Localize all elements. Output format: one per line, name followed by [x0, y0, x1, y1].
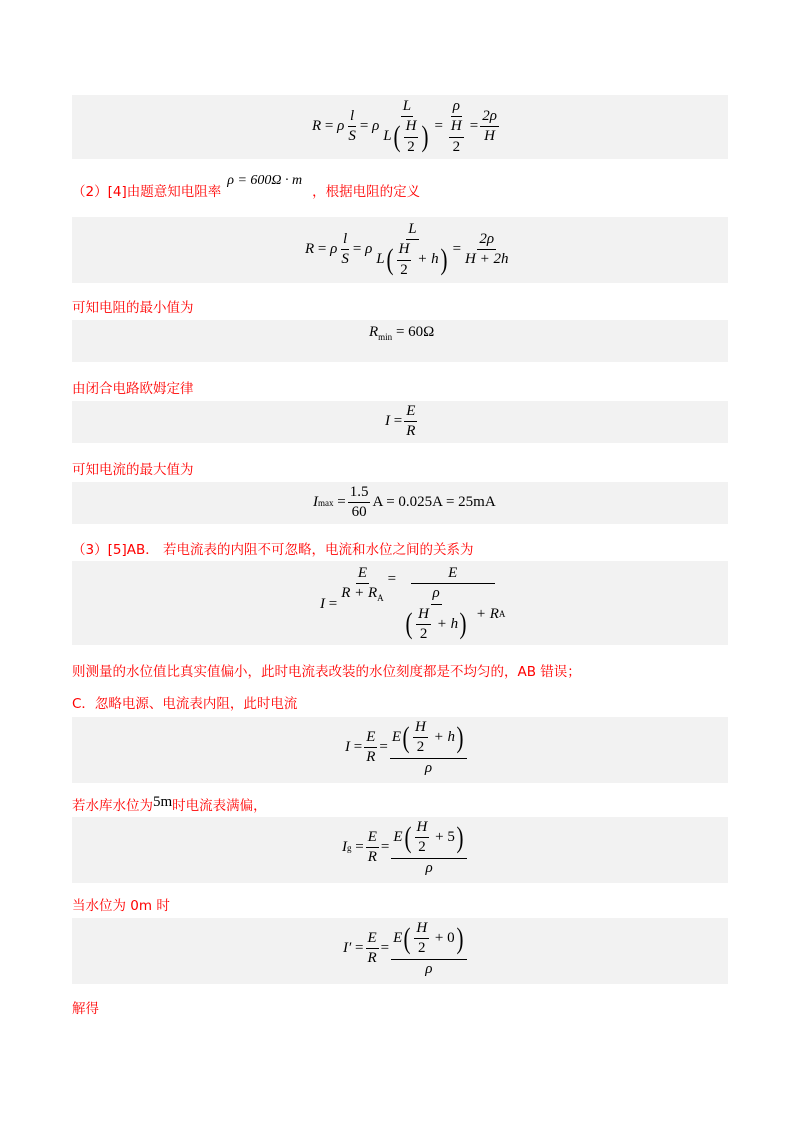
full-scale-text: 若水库水位为5m时电流表满偏，: [72, 794, 267, 814]
formula-with-ammeter-resistance: I = $\frac{E}{R + R_A}$ = E ρ ( $\frac{H}{2}$ + h ) + R A: [320, 565, 506, 642]
formula-current-ideal: I = $\frac{E}{R}$ = E ( $\frac{H}{2}$ + h ) ρ: [345, 719, 469, 777]
formula-r-min: $R_{min} = 60\Omega$: [369, 324, 435, 342]
formula-current-full-scale: I g = $\frac{E}{R}$ = E ( $\frac{H}{2}$ + 5 ) ρ: [342, 819, 469, 877]
part-3-intro: （3）[5]AB． 若电流表的内阻不可忽略，电流和水位之间的关系为: [72, 542, 474, 558]
zero-level-text: 当水位为 0m 时: [72, 898, 170, 914]
option-c-text: C．忽略电源、电流表内阻，此时电流: [72, 696, 298, 712]
part-2-intro: （2）[4]由题意知电阻率ρ = 600Ω · m，根据电阻的定义: [72, 173, 421, 200]
min-resistance-text: 可知电阻的最小值为: [72, 300, 194, 316]
ab-wrong-text: 则测量的水位值比真实值偏小，此时电流表改装的水位刻度都是不均匀的，AB 错误；: [72, 664, 581, 680]
formula-resistance-general: R = ρ $\frac{l}{S}$ = ρ L L ( $\frac{H}{2}$ + h ) = $\frac{2\rho}{H + 2h}$: [305, 221, 509, 278]
formula-resistance-half-height: R = ρ $\frac{l}{S}$ = ρ L L ( $\frac{H}{2}$ ) = $\frac{\rho}{\frac{H}{2}}$ = $\frac{2\rho}{H}$: [312, 98, 497, 155]
formula-ohm: I = $\frac{E}{R}$: [385, 403, 416, 440]
full-scale-level: 5m: [153, 794, 173, 810]
formula-current-zero-level: I′ = $\frac{E}{R}$ = E ( $\frac{H}{2}$ + 0 ) ρ: [343, 920, 469, 978]
resistivity-value: ρ = 600Ω · m: [227, 173, 303, 188]
ohm-law-text: 由闭合电路欧姆定律: [72, 381, 194, 397]
formula-i-max: I max = $\frac{1.5}{60}$ A = 0.025A = 25mA: [313, 484, 496, 521]
max-current-text: 可知电流的最大值为: [72, 462, 194, 478]
solve-text: 解得: [72, 1001, 99, 1017]
